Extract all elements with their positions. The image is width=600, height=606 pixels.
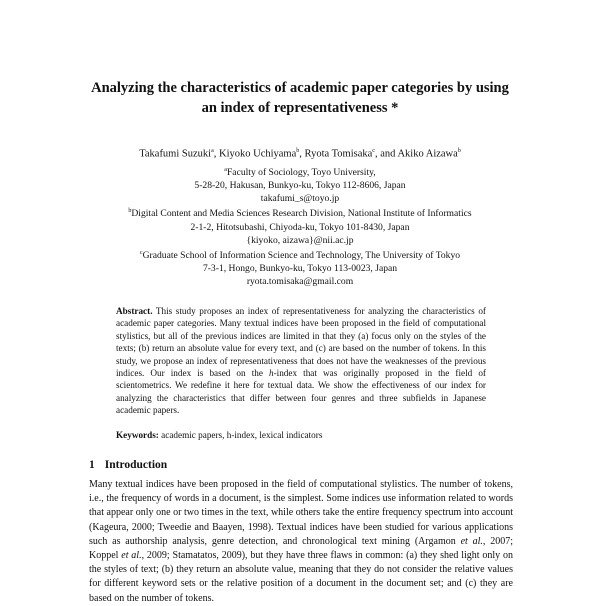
author-list (60, 144, 540, 162)
intro-text-2: , 2007; Koppel (89, 535, 513, 562)
abstract-text-continued: -index that was originally proposed in the field of scientometrics. We redefine it here for textual data. We show the effectiveness of our index for analyzing the characteristics that differ between four genres and three subfields in Japanese academic papers. (116, 368, 486, 416)
affiliation (60, 205, 540, 246)
abstract-text: This study proposes an index of representativeness for analyzing the characteristics of academic paper categories. Many textual indices have been proposed in the field of computational stylistics, but all of the previous indices are limited in that they (a) focus only on the styles of the texts; (b) return an absolute value for every text, and (c) are based on the number of tokens. In this study, we propose an index of representativeness that does not have the weaknesses of the previous indices. Our index is based on the (116, 306, 486, 379)
abstract (116, 305, 486, 417)
abstract-h-symbol: h (269, 368, 274, 379)
intro-etal-1: et al. (460, 535, 483, 547)
affiliation-mark: b (128, 208, 132, 215)
keywords-label: Keywords: (116, 430, 159, 440)
affiliation-address: 7-3-1, Hongo, Bunkyo-ku, Tokyo 113-0023, Japan (202, 263, 398, 275)
intro-etal-2: et al. (121, 550, 142, 562)
author-affiliation-mark: b (296, 148, 300, 154)
affiliation-email: ryota.tomisaka@gmail.com (246, 276, 354, 288)
affiliation-mark: a (224, 167, 227, 173)
paper-title (60, 78, 540, 118)
affiliation (60, 164, 540, 205)
author-separator: , and (374, 148, 398, 160)
author-separator: , (299, 148, 305, 160)
author-separator: , (213, 148, 219, 160)
intro-text-3: , 2009; Stamatatos, 2009), but they have three flaws in common: (a) they shed light only on the styles of text; (b) they return an absolute value, meaning that they do not consider the relative values for different keyword sets or the relative position of a document in the document set; and (c) they are based on the number of tokens. (89, 550, 513, 604)
intro-text-1: Many textual indices have been proposed in the field of computational stylistics. The number of tokens, i.e., the frequency of words in a document, is the simplest. Some indices use information related to words that appear only one or two times in the text, while others take the entire frequency spectrum into account (Kageura, 2000; Tweedie and Baayen, 1998). Textual indices have been studied for various applications such as authorship analysis, genre detection, and chronological text mining (Argamon (89, 479, 513, 547)
author-affiliation-mark: c (372, 148, 375, 154)
author-name: Ryota Tomisaka (304, 148, 373, 160)
section-heading (89, 457, 167, 473)
affiliation-address: 5-28-20, Hakusan, Bunkyo-ku, Tokyo 112-8606, Japan (194, 180, 406, 192)
author-name: Kiyoko Uchiyama (218, 148, 297, 160)
author-affiliation-mark: a (211, 148, 214, 154)
affiliation-email: takafumi_s@toyo.jp (260, 193, 340, 205)
affiliation-email: {kiyoko, aizawa}@nii.ac.jp (246, 234, 354, 246)
affiliation-address: 2-1-2, Hitotsubashi, Chiyoda-ku, Tokyo 101-8430, Japan (190, 221, 410, 233)
author-name: Akiko Aizawa (397, 148, 458, 160)
affiliation-mark: c (139, 249, 143, 256)
section-number: 1 (89, 459, 95, 471)
title-footnote-mark: * (391, 100, 399, 116)
affiliation (60, 247, 540, 288)
keywords-text: academic papers, h-index, lexical indicators (161, 430, 323, 440)
title-line-2: an index of representativeness (201, 100, 388, 116)
author-affiliation-mark: b (457, 148, 461, 154)
affiliation-name-line: $^a$Faculty of Sociology, Toyo University, (224, 167, 376, 179)
title-line-1: Analyzing the characteristics of academic paper categories by using (91, 80, 509, 96)
author-name: Takafumi Suzuki (139, 148, 212, 160)
affiliation-name-line: $^c$Graduate School of Information Science and Technology, The University of Tokyo (139, 249, 461, 262)
keywords (116, 429, 486, 441)
abstract-label: Abstract. (116, 306, 153, 316)
section-title: Introduction (104, 459, 168, 471)
affiliations (60, 164, 540, 288)
affiliation-name-line: $^b$Digital Content and Media Sciences Research Division, National Institute of Informatics (128, 208, 472, 220)
introduction-paragraph (89, 478, 513, 606)
